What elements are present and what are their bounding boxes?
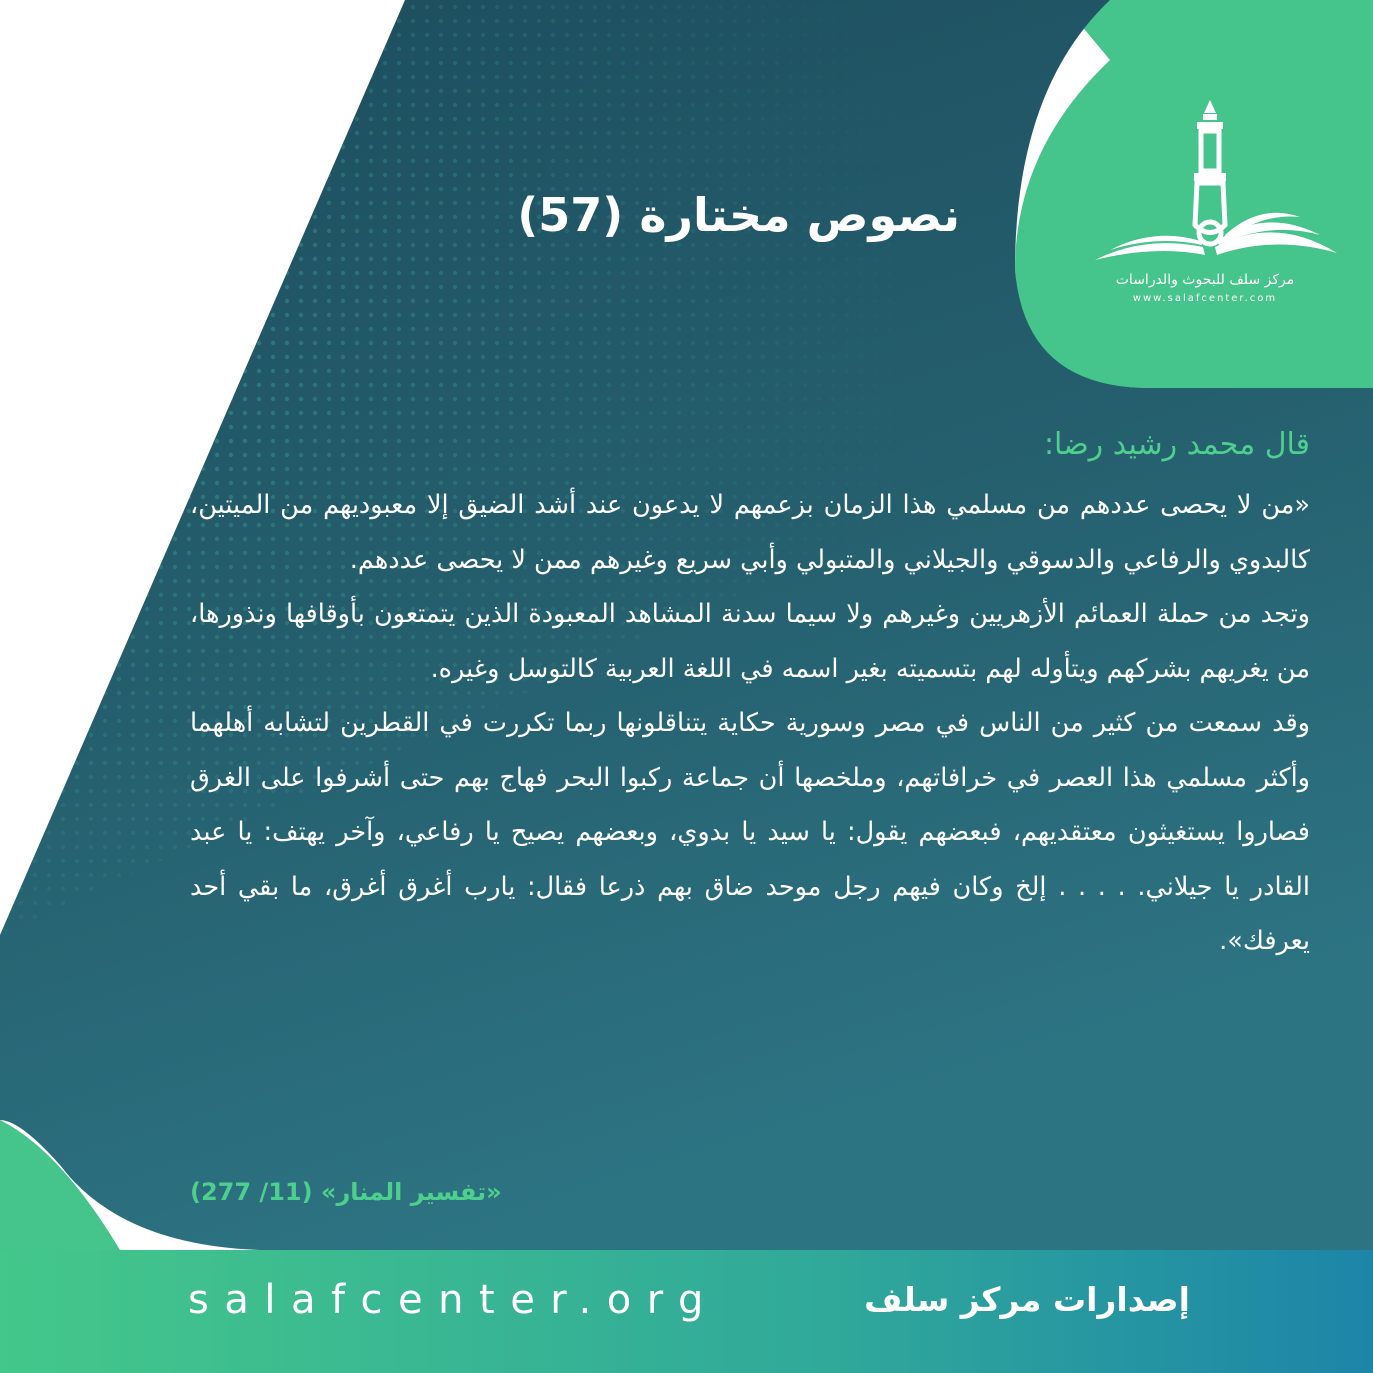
quote-body bbox=[190, 478, 1310, 969]
quote-source: «تفسير المنار» (11/ 277) bbox=[190, 1178, 502, 1206]
logo-url: www.salafcenter.com bbox=[1132, 293, 1278, 304]
footer-publisher: إصدارات مركز سلف bbox=[864, 1280, 1190, 1319]
footer-url[interactable]: salafcenter.org bbox=[188, 1277, 719, 1323]
logo-name: مركز سلف للبحوث والدراسات bbox=[1115, 272, 1295, 288]
quote-paragraph: وقد سمعت من كثير من الناس في مصر وسورية حكاية يتناقلونها ربما تكررت في القطرين لتشابه أهلهما وأكثر مسلمي هذا العصر في خرافاتهم، وملخصها أن جماعة ركبوا البحر فهاج بهم حتى أشرفوا على الغرق فصاروا يستغيثون معتقديهم، فبعضهم يقول: يا سيد يا بدوي، وبعضهم يصيح يا رفاعي، وآخر يهتف: يا عبد القادر يا جيلاني. . . . . إلخ وكان فيهم رجل موحد ضاق بهم ذرعا فقال: يارب أغرق أغرق، ما بقي أحد يعرفك». bbox=[190, 708, 1310, 956]
quote-paragraph: «من لا يحصى عددهم من مسلمي هذا الزمان بزعمهم لا يدعون عند أشد الضيق إلا معبوديهم من الميتين، كالبدوي والرفاعي والدسوقي والجيلاني والمتبولي وأبي سريع وغيرهم ممن لا يحصى عددهم. bbox=[190, 490, 1310, 575]
quote-paragraph: وتجد من حملة العمائم الأزهريين وغيرهم ولا سيما سدنة المشاهد المعبودة الذين يتمتعون بأوقافها ونذورها، من يغريهم بشركهم ويتأوله لهم بتسميته بغير اسمه في اللغة العربية كالتوسل وغيره. bbox=[190, 599, 1310, 684]
quote-intro: قال محمد رشيد رضا: bbox=[1043, 427, 1310, 462]
page-title: نصوص مختارة (57) bbox=[517, 188, 960, 242]
